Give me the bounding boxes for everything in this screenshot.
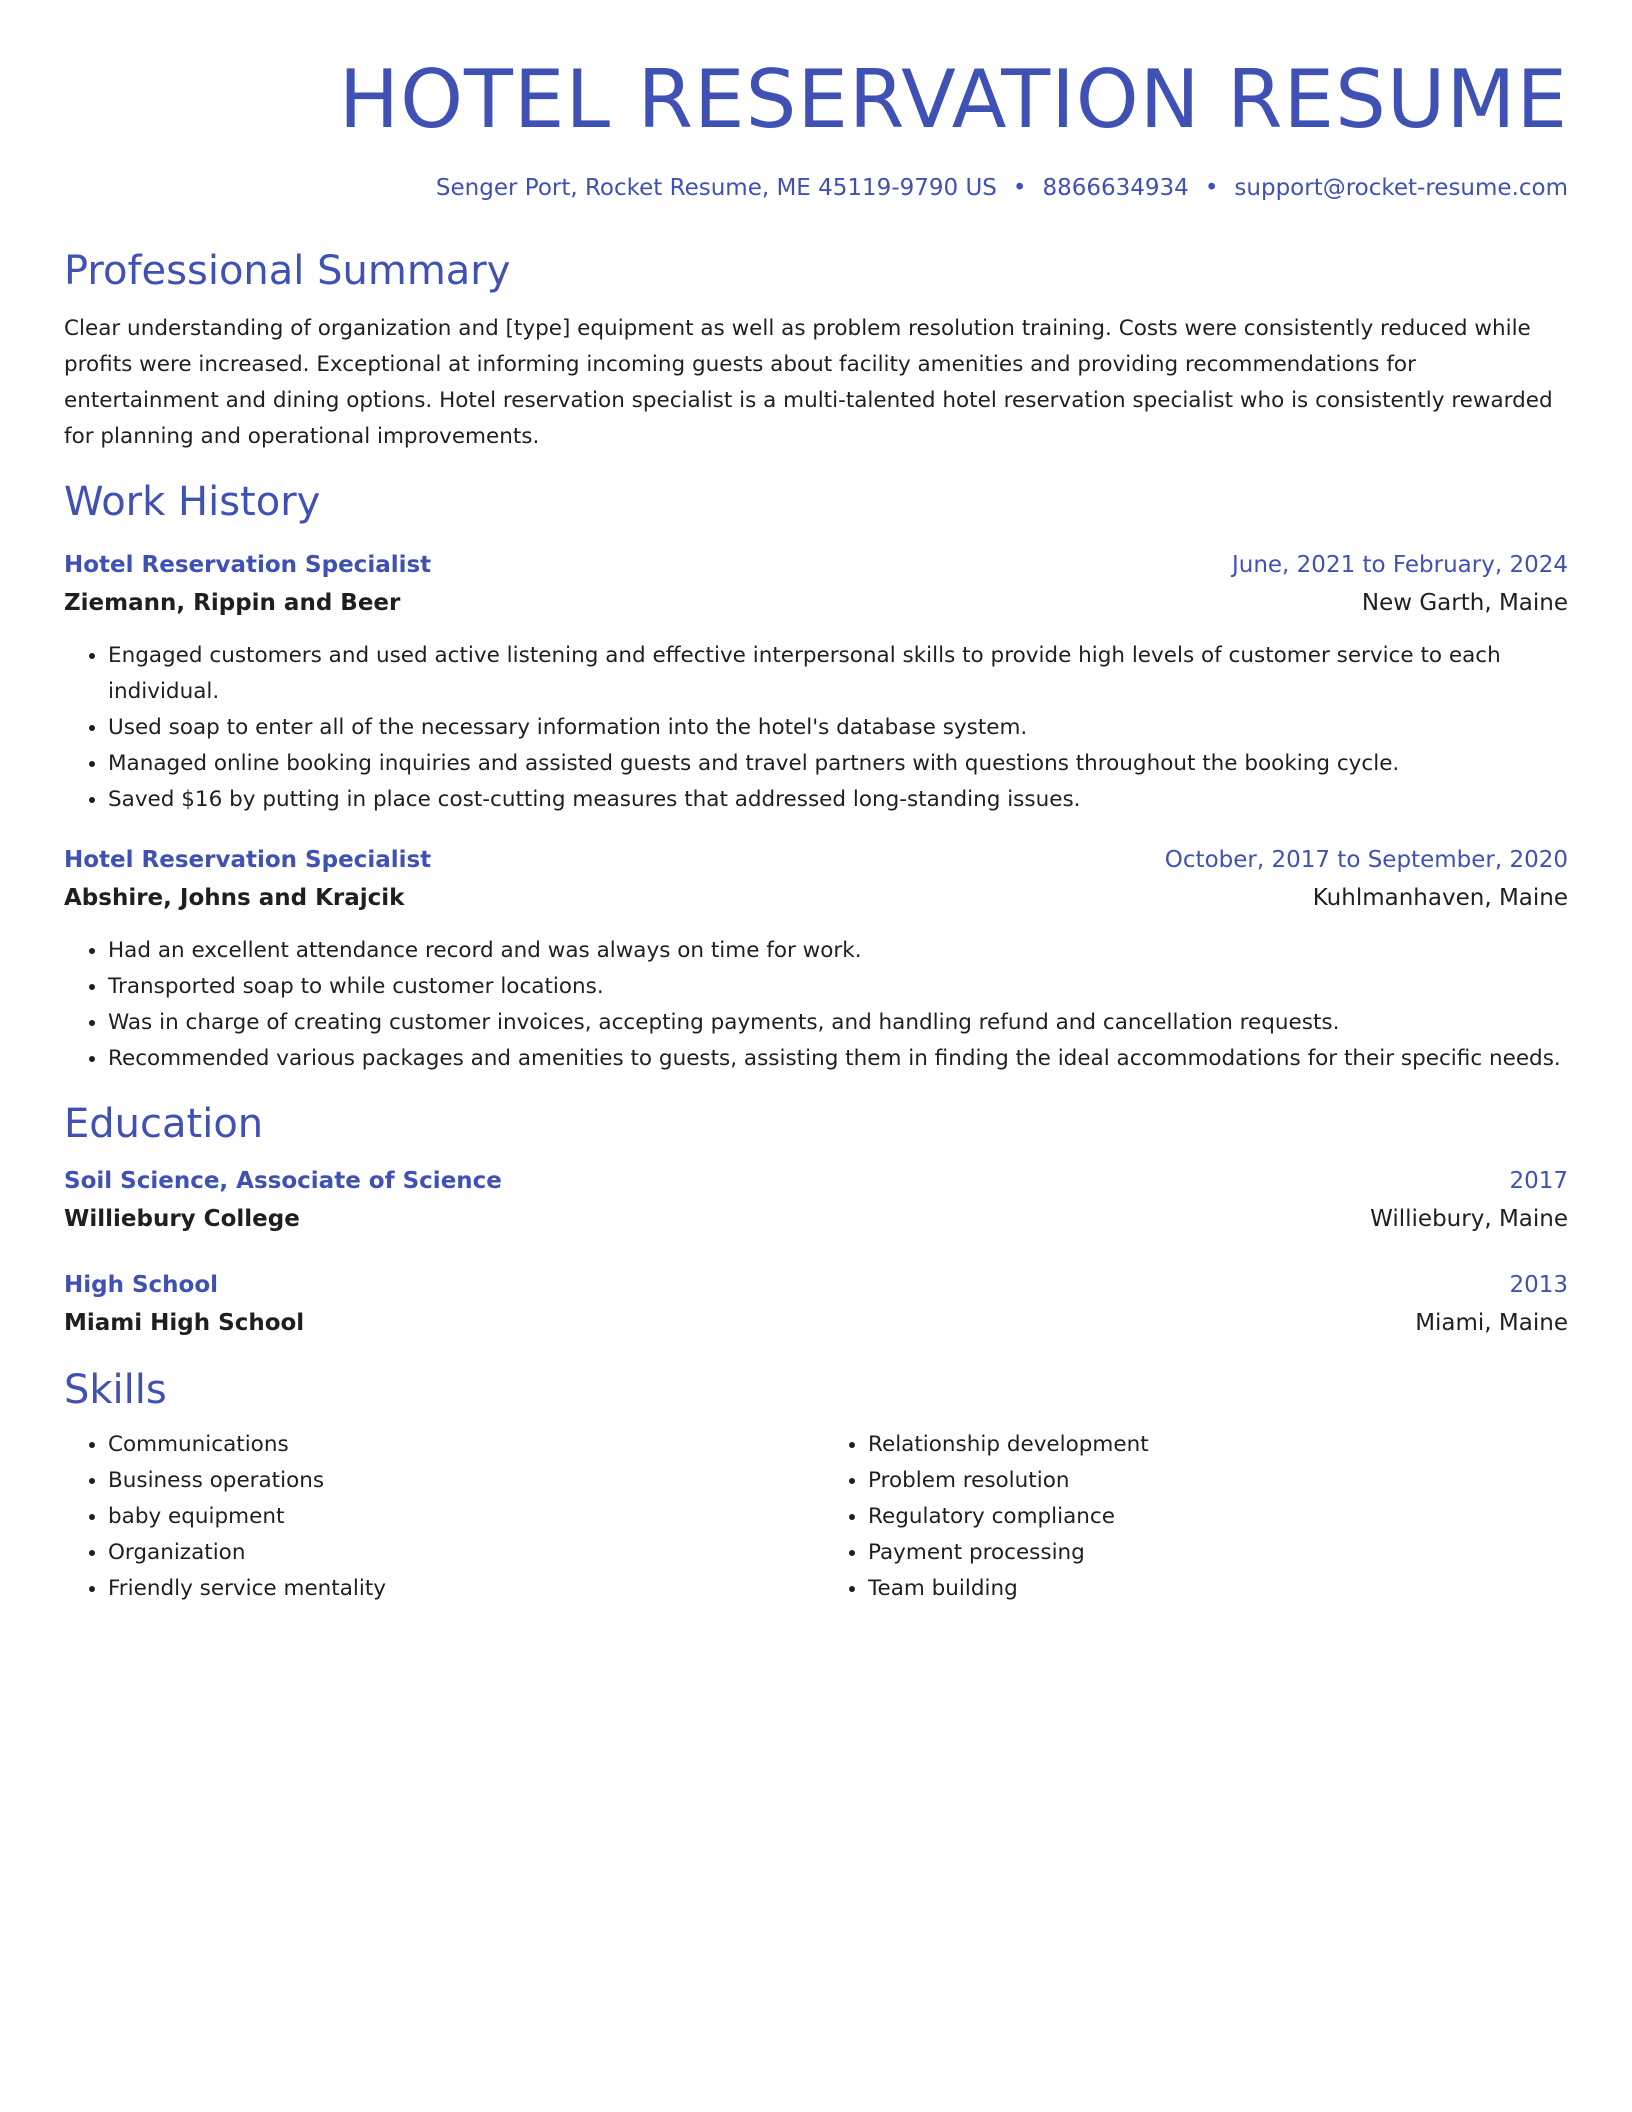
education-degree-row: [64, 1163, 1568, 1199]
contact-separator: •: [1012, 175, 1027, 201]
skills-section: [64, 1365, 1568, 1607]
job-bullet: • Had an excellent attendance record and was always on time for work.: [108, 933, 1568, 969]
summary-heading: Professional Summary: [64, 248, 511, 294]
education-year: 2013: [1509, 1272, 1568, 1298]
job-company-row: [64, 585, 1568, 621]
job-role-row: [64, 547, 1568, 583]
skill-item: • Communications: [108, 1427, 816, 1463]
contact-phone: 8866634934: [1042, 175, 1189, 201]
job-location: New Garth, Maine: [1361, 590, 1568, 616]
job-dates: June, 2021 to February, 2024: [1231, 552, 1568, 578]
job-bullet: • Used soap to enter all of the necessary information into the hotel's database system.: [108, 710, 1568, 746]
education-degree: Soil Science, Associate of Science: [64, 1168, 502, 1194]
contact-separator: •: [1204, 175, 1219, 201]
skills-columns: [64, 1427, 1568, 1607]
job-bullet: • Engaged customers and used active listening and effective interpersonal skills to provide high levels of customer service to each individual.: [108, 638, 1568, 710]
job-location: Kuhlmanhaven, Maine: [1312, 885, 1568, 911]
job-company-row: [64, 880, 1568, 916]
education-school-row: [64, 1305, 1568, 1341]
job-bullet: • Was in charge of creating customer invoices, accepting payments, and handling refund and cancellation requests.: [108, 1005, 1568, 1041]
education-location: Williebury, Maine: [1370, 1206, 1568, 1232]
education-location: Miami, Maine: [1415, 1310, 1568, 1336]
skill-item: • Business operations: [108, 1463, 816, 1499]
job-entry: [64, 842, 1568, 1077]
education-degree-row: [64, 1267, 1568, 1303]
contact-email[interactable]: support@rocket-resume.com: [1234, 175, 1568, 201]
skill-item: • Problem resolution: [868, 1463, 1568, 1499]
skills-list-left: [64, 1427, 816, 1607]
skill-item: • Organization: [108, 1535, 816, 1571]
skill-item: • baby equipment: [108, 1499, 816, 1535]
job-company: Abshire, Johns and Krajcik: [64, 885, 405, 911]
education-entry: [64, 1267, 1568, 1341]
education-heading: Education: [64, 1101, 264, 1147]
job-bullet: • Saved $16 by putting in place cost-cutting measures that addressed long-standing issues.: [108, 782, 1568, 818]
contact-line: [64, 172, 1568, 204]
skills-heading: Skills: [64, 1367, 167, 1413]
education-section: [64, 1099, 1568, 1341]
summary-section: [64, 246, 1568, 455]
job-bullets: [64, 933, 1568, 1077]
work-history-section: [64, 477, 1568, 1077]
skill-item: • Relationship development: [868, 1427, 1568, 1463]
skill-item: • Regulatory compliance: [868, 1499, 1568, 1535]
job-bullet: • Managed online booking inquiries and assisted guests and travel partners with questions throughout the booking cycle.: [108, 746, 1568, 782]
skill-item: • Team building: [868, 1571, 1568, 1607]
skills-list-right: [816, 1427, 1568, 1607]
summary-text: Clear understanding of organization and [type] equipment as well as problem resolution training. Costs were consistently reduced while profits were increased. Exceptional at informing incoming guests about facility amenities and providing recommendations for entertainment and dining options. Hotel reservation specialist is a multi-talented hotel reservation specialist who is consistently rewarded for planning and operational improvements.: [64, 316, 1553, 449]
education-entry: [64, 1163, 1568, 1237]
job-bullet: • Transported soap to while customer locations.: [108, 969, 1568, 1005]
work-history-heading: Work History: [64, 479, 321, 525]
job-role-row: [64, 842, 1568, 878]
job-entry: [64, 547, 1568, 818]
job-bullet: • Recommended various packages and amenities to guests, assisting them in finding the ideal accommodations for their specific needs.: [108, 1041, 1568, 1077]
skill-item: • Friendly service mentality: [108, 1571, 816, 1607]
job-bullets: [64, 638, 1568, 818]
education-degree: High School: [64, 1272, 219, 1298]
resume-header: [64, 50, 1568, 204]
resume-name: HOTEL RESERVATION RESUME: [338, 53, 1568, 146]
education-year: 2017: [1509, 1168, 1568, 1194]
education-school: Miami High School: [64, 1310, 305, 1336]
contact-address: Senger Port, Rocket Resume, ME 45119-9790 US: [435, 175, 997, 201]
job-dates: October, 2017 to September, 2020: [1164, 847, 1568, 873]
job-company: Ziemann, Rippin and Beer: [64, 590, 401, 616]
education-school-row: [64, 1201, 1568, 1237]
skill-item: • Payment processing: [868, 1535, 1568, 1571]
job-role: Hotel Reservation Specialist: [64, 552, 432, 578]
education-school: Williebury College: [64, 1206, 300, 1232]
job-role: Hotel Reservation Specialist: [64, 847, 432, 873]
